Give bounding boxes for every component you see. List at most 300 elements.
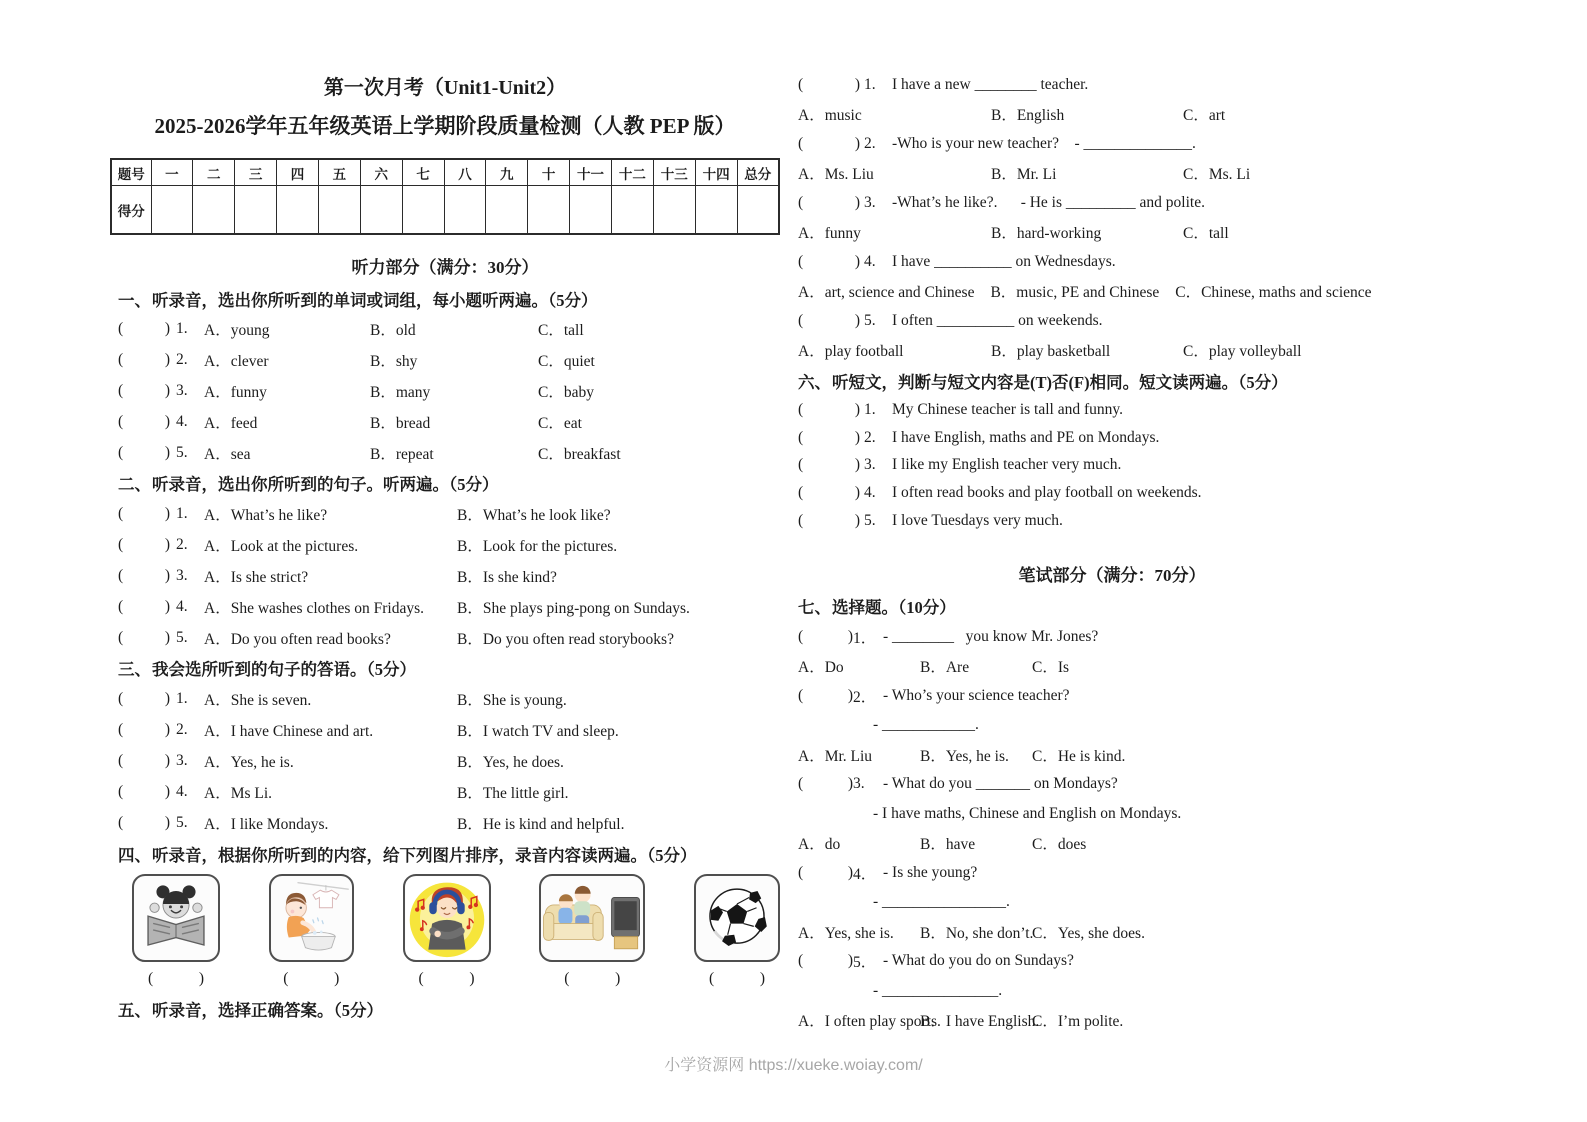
- paren-open: (: [118, 751, 124, 769]
- section-five-questions: [798, 70, 1426, 365]
- section-title: 我会选所听到的句子的答语。（5分）: [152, 660, 416, 680]
- paren-close: ): [198, 969, 204, 987]
- options-row: [798, 917, 1426, 947]
- statement-row: [798, 507, 1426, 535]
- section-six: [798, 365, 1426, 535]
- option-c: C．eat: [538, 414, 582, 432]
- answer-paren-slot: [798, 775, 853, 793]
- paren-open: (: [798, 627, 804, 645]
- paren-close: ): [164, 412, 170, 430]
- paren-open: (: [798, 193, 804, 211]
- option-a: A．music: [798, 107, 862, 125]
- section-heading: [798, 591, 1426, 622]
- option-a: A．Yes, she is.: [798, 924, 894, 942]
- section-three: [110, 653, 780, 838]
- answer-paren-slot: [798, 76, 860, 94]
- paren-close: ): [164, 721, 170, 739]
- option-a: A．What’s he like?: [204, 507, 328, 525]
- option-a: A．Do: [798, 659, 844, 677]
- answer-paren-slot: [798, 952, 853, 970]
- answer-paren-slot: [798, 456, 860, 474]
- paren-close: ): [854, 311, 860, 329]
- paren-close: ): [854, 193, 860, 211]
- answer-blank-row: [798, 799, 1426, 829]
- score-cell: [611, 186, 653, 235]
- answer-paren-slot: [118, 382, 170, 400]
- answer-paren-slot: [118, 413, 170, 431]
- score-cell: [193, 186, 235, 235]
- answer-paren-slot: [118, 567, 170, 585]
- paren-close: ): [847, 952, 853, 970]
- question-number: 4.: [864, 252, 876, 270]
- option-c: C．I’m polite.: [1032, 1013, 1124, 1031]
- picture-answer-row: [132, 964, 780, 994]
- section-number: 二、: [118, 475, 151, 495]
- answer-paren-slot: [798, 484, 860, 502]
- section-title: 听录音，选出你所听到的句子。听两遍。（5分）: [152, 475, 499, 495]
- options-row: [798, 828, 1426, 858]
- options-row: [798, 100, 1426, 130]
- paren-open: (: [798, 952, 804, 970]
- score-cell: [444, 186, 486, 235]
- picture-row: [132, 874, 780, 964]
- question-number: 1．: [853, 629, 877, 647]
- paren-close: ): [854, 484, 860, 502]
- paren-close: ): [847, 686, 853, 704]
- question-stem: - What do you do on Sundays?: [883, 952, 1074, 970]
- paren-open: (: [118, 505, 124, 523]
- question-row: [798, 622, 1426, 652]
- option-b: B．She plays ping-pong on Sundays.: [457, 599, 690, 617]
- question-stem: I often __________ on weekends.: [892, 311, 1103, 329]
- answer-blank-row: [798, 710, 1426, 740]
- paren-close: ): [164, 566, 170, 584]
- section-title: 听录音，选择正确答案。（5分）: [152, 1001, 383, 1021]
- question-number: 1.: [176, 505, 188, 523]
- paren-open: (: [283, 969, 289, 987]
- score-table-column-header: [277, 159, 319, 186]
- option-a: A．feed: [204, 414, 258, 432]
- paren-open: (: [118, 443, 124, 461]
- score-cell: [151, 186, 193, 235]
- question-stem: -What’s he like?. - He is _________ and polite.: [892, 193, 1205, 211]
- question-number: 5.: [176, 443, 188, 461]
- option-b: B．Is she kind?: [457, 568, 557, 586]
- option-b: B．Yes, he does.: [457, 753, 564, 771]
- question-number: 5.: [864, 311, 876, 329]
- question-row: [110, 530, 780, 561]
- right-column: [798, 70, 1426, 1035]
- options-row: [798, 336, 1426, 366]
- question-number: 3.: [176, 381, 188, 399]
- question-stem: I have __________ on Wednesdays.: [892, 252, 1116, 270]
- answer-paren-slot: [798, 512, 860, 530]
- paren-open: (: [118, 412, 124, 430]
- left-sections: [110, 283, 780, 1025]
- paren-open: (: [798, 484, 804, 502]
- column-label: 五: [332, 166, 347, 182]
- answer-paren-slot: [798, 253, 860, 271]
- answer-paren-slot: [118, 320, 170, 338]
- question-row: [110, 715, 780, 746]
- question-row: [798, 681, 1426, 711]
- column-label: 七: [416, 166, 430, 182]
- option-c: C．tall: [1183, 225, 1229, 243]
- statement-row: [798, 452, 1426, 480]
- section-four: [110, 838, 780, 994]
- paren-open: (: [798, 775, 804, 793]
- paren-open: (: [118, 628, 124, 646]
- answer-blank-text: - ____________.: [873, 716, 979, 734]
- option-a: A．Is she strict?: [204, 568, 309, 586]
- section-seven: [798, 591, 1426, 1035]
- picture-answer-slot: [539, 970, 645, 988]
- paren-open: (: [418, 969, 424, 987]
- score-cell: [235, 186, 277, 235]
- options-row: [798, 1005, 1426, 1035]
- option-b: B．What’s he look like?: [457, 507, 611, 525]
- score-row-label-cell: [111, 186, 151, 235]
- option-a: A．I like Mondays.: [204, 815, 329, 833]
- paren-open: (: [798, 400, 804, 418]
- exam-title: 第一次月考（Unit1-Unit2）: [323, 77, 567, 99]
- statement-text: I like my English teacher very much.: [892, 456, 1122, 474]
- options-row: [798, 218, 1426, 248]
- question-number: 5.: [176, 813, 188, 831]
- score-table-column-header: [486, 159, 528, 186]
- written-part-heading-text: 笔试部分（满分：70分）: [1018, 565, 1206, 585]
- column-label: 四: [290, 166, 305, 182]
- score-table-column-header: [235, 159, 277, 186]
- section-heading: [110, 653, 780, 684]
- paren-open: (: [118, 536, 124, 554]
- option-b: B．shy: [370, 353, 418, 371]
- boy-listening-music-image: [403, 874, 491, 962]
- answer-paren-slot: [118, 598, 170, 616]
- option-c: C．does: [1032, 836, 1087, 854]
- answer-paren-slot: [798, 194, 860, 212]
- question-number: 4.: [176, 597, 188, 615]
- question-number: 1.: [176, 320, 188, 338]
- options-row: [798, 740, 1426, 770]
- option-a: A．Yes, he is.: [204, 753, 294, 771]
- statement-row: [798, 424, 1426, 452]
- answer-paren-slot: [283, 970, 339, 988]
- answer-paren-slot: [118, 444, 170, 462]
- score-cell: [318, 186, 360, 235]
- column-label: 十二: [618, 166, 646, 182]
- option-b: B．many: [370, 383, 431, 401]
- answer-paren-slot: [709, 970, 765, 988]
- paren-close: ): [847, 863, 853, 881]
- score-table: [110, 158, 780, 235]
- column-label: 三: [248, 166, 263, 182]
- score-cell: [486, 186, 528, 235]
- question-row: [798, 188, 1426, 218]
- section-number: 六、: [798, 372, 831, 392]
- paren-close: ): [164, 505, 170, 523]
- question-row: [110, 437, 780, 468]
- option-b: B．English: [991, 107, 1065, 125]
- answer-paren-slot: [419, 970, 475, 988]
- option-a: A．clever: [204, 353, 269, 371]
- option-c: C．He is kind.: [1032, 747, 1126, 765]
- options-row: [798, 277, 1426, 307]
- column-label: 二: [207, 166, 221, 182]
- answer-paren-slot: [118, 752, 170, 770]
- option-c: C．quiet: [538, 353, 595, 371]
- score-table-column-header: [653, 159, 695, 186]
- paren-close: ): [854, 400, 860, 418]
- paren-open: (: [798, 428, 804, 446]
- section-heading: [110, 994, 780, 1025]
- option-b: B．He is kind and helpful.: [457, 815, 625, 833]
- score-cell: [360, 186, 402, 235]
- option-a: A．do: [798, 836, 841, 854]
- option-a: A．art, science and Chinese: [798, 284, 975, 302]
- column-label: 八: [458, 166, 472, 182]
- paren-close: ): [847, 775, 853, 793]
- paren-open: (: [118, 690, 124, 708]
- section-title: 听录音，选出你所听到的单词或词组，每小题听两遍。（5分）: [152, 290, 598, 310]
- paren-close: ): [164, 751, 170, 769]
- statement-text: I often read books and play football on weekends.: [892, 484, 1202, 502]
- option-a: A．I often play sports.: [798, 1013, 941, 1031]
- option-b: B．Do you often read storybooks?: [457, 630, 674, 648]
- option-a: A．She washes clothes on Fridays.: [204, 599, 424, 617]
- question-row: [110, 345, 780, 376]
- answer-paren-slot: [798, 312, 860, 330]
- paren-close: ): [164, 536, 170, 554]
- answer-paren-slot: [798, 628, 853, 646]
- paren-open: (: [118, 597, 124, 615]
- statement-row: [798, 479, 1426, 507]
- option-a: A．Do you often read books?: [204, 630, 391, 648]
- question-number: 4.: [176, 412, 188, 430]
- score-table-corner-cell: [111, 159, 151, 186]
- paren-close: ): [164, 628, 170, 646]
- paren-close: ): [854, 75, 860, 93]
- score-table-column-header: [444, 159, 486, 186]
- answer-paren-slot: [798, 429, 860, 447]
- option-b: B．have: [920, 836, 976, 854]
- boy-listening-music-drawing: [406, 877, 488, 959]
- paren-open: (: [564, 969, 570, 987]
- picture-answer-slot: [132, 970, 220, 988]
- question-number: 4．: [853, 865, 877, 883]
- section-title: 听录音，根据你所听到的内容，给下列图片排序，录音内容读两遍。（5分）: [152, 845, 697, 865]
- answer-paren-slot: [118, 536, 170, 554]
- question-row: [798, 769, 1426, 799]
- question-stem: - What do you _______ on Mondays?: [883, 775, 1118, 793]
- option-a: A．play football: [798, 343, 904, 361]
- question-number: 1.: [864, 75, 876, 93]
- paren-open: (: [118, 381, 124, 399]
- option-b: B．I have English.: [920, 1013, 1040, 1031]
- option-a: A．Ms. Liu: [798, 166, 874, 184]
- column-label: 十三: [660, 166, 688, 182]
- statement-number: 3.: [864, 456, 876, 474]
- option-a: A．Ms Li.: [204, 784, 273, 802]
- answer-paren-slot: [118, 783, 170, 801]
- section-number: 三、: [118, 660, 151, 680]
- statement-number: 5.: [864, 512, 876, 530]
- question-row: [798, 946, 1426, 976]
- question-stem: - ________ you know Mr. Jones?: [883, 627, 1099, 645]
- question-row: [110, 684, 780, 715]
- question-number: 2.: [864, 134, 876, 152]
- answer-paren-slot: [118, 814, 170, 832]
- children-watching-tv-drawing: [542, 877, 642, 959]
- paren-open: (: [798, 75, 804, 93]
- option-c: C．play volleyball: [1183, 343, 1302, 361]
- option-b: B．music, PE and Chinese: [990, 284, 1160, 302]
- section-one: [110, 283, 780, 468]
- answer-paren-slot: [118, 721, 170, 739]
- option-b: B．She is young.: [457, 692, 567, 710]
- question-row: [110, 561, 780, 592]
- picture-answer-slot: [694, 970, 780, 988]
- option-c: C．Is: [1032, 659, 1070, 677]
- option-a: A．young: [204, 322, 270, 340]
- paren-open: (: [709, 969, 715, 987]
- question-row: [110, 776, 780, 807]
- option-b: B．repeat: [370, 445, 434, 463]
- score-table-column-header: [737, 159, 779, 186]
- option-c: C．Ms. Li: [1183, 166, 1251, 184]
- score-table-column-header: [611, 159, 653, 186]
- paren-close: ): [164, 597, 170, 615]
- option-b: B．old: [370, 322, 416, 340]
- section-five: [110, 994, 780, 1025]
- question-number: 3.: [176, 566, 188, 584]
- paren-close: ): [759, 969, 765, 987]
- paren-close: ): [854, 456, 860, 474]
- section-title: 选择题。（10分）: [832, 598, 956, 618]
- soccer-ball-drawing: [696, 877, 778, 959]
- answer-paren-slot: [118, 505, 170, 523]
- question-row: [110, 591, 780, 622]
- statement-number: 4.: [864, 484, 876, 502]
- paren-close: ): [854, 252, 860, 270]
- section-heading: [110, 838, 780, 870]
- question-row: [110, 314, 780, 345]
- statement-row: [798, 396, 1426, 424]
- listening-part-heading: 听力部分（满分：30分）: [351, 258, 539, 277]
- option-b: B．No, she don’t.: [920, 924, 1034, 942]
- statement-text: I have English, maths and PE on Mondays.: [892, 428, 1160, 446]
- question-number: 2．: [853, 688, 877, 706]
- paren-close: ): [164, 381, 170, 399]
- section-number: 五、: [118, 1001, 151, 1021]
- paren-close: ): [164, 320, 170, 338]
- score-cell: [402, 186, 444, 235]
- child-washing-clothes-drawing: [272, 877, 351, 959]
- question-stem: - Who’s your science teacher?: [883, 686, 1070, 704]
- paren-close: ): [854, 512, 860, 530]
- option-a: A．sea: [204, 445, 251, 463]
- option-b: B．play basketball: [991, 343, 1111, 361]
- paren-close: ): [854, 428, 860, 446]
- options-row: [798, 159, 1426, 189]
- answer-blank-row: [798, 976, 1426, 1006]
- statement-number: 1.: [864, 400, 876, 418]
- option-a: A．funny: [798, 225, 861, 243]
- score-table-column-header: [528, 159, 570, 186]
- section-heading: [110, 283, 780, 314]
- soccer-ball-image: [694, 874, 780, 962]
- footer-watermark: 小学资源网 https://xueke.woiay.com/: [664, 1057, 923, 1074]
- option-b: B．Yes, he is.: [920, 747, 1009, 765]
- option-c: C．Yes, she does.: [1032, 924, 1145, 942]
- score-table-column-header: [360, 159, 402, 186]
- child-washing-clothes-image: [269, 874, 354, 962]
- option-b: B．Are: [920, 659, 970, 677]
- paren-open: (: [798, 686, 804, 704]
- question-row: [110, 376, 780, 407]
- question-row: [110, 406, 780, 437]
- option-b: B．I watch TV and sleep.: [457, 723, 619, 741]
- answer-paren-slot: [798, 401, 860, 419]
- score-table-header-row: [111, 159, 779, 186]
- exam-subtitle: 2025-2026学年五年级英语上学期阶段质量检测（人教 PEP 版）: [154, 114, 736, 138]
- column-label: 一: [165, 166, 179, 182]
- paren-close: ): [469, 969, 475, 987]
- section-number: 四、: [118, 845, 151, 865]
- section-two: [110, 468, 780, 653]
- option-c: C．art: [1183, 107, 1226, 125]
- girl-reading-book-image: [132, 874, 220, 962]
- statement-text: My Chinese teacher is tall and funny.: [892, 400, 1124, 418]
- paren-open: (: [798, 252, 804, 270]
- section-number: 一、: [118, 290, 151, 310]
- paren-open: (: [118, 721, 124, 739]
- paren-open: (: [148, 969, 154, 987]
- paren-close: ): [615, 969, 621, 987]
- option-b: B．The little girl.: [457, 784, 569, 802]
- question-row: [798, 306, 1426, 336]
- section-number: 七、: [798, 598, 831, 618]
- answer-paren-slot: [798, 687, 853, 705]
- girl-reading-book-drawing: [135, 877, 217, 959]
- question-number: 3.: [853, 775, 865, 793]
- paren-open: (: [798, 863, 804, 881]
- section-heading: [110, 468, 780, 499]
- options-row: [798, 651, 1426, 681]
- score-cell: [277, 186, 319, 235]
- column-label: 总分: [744, 166, 772, 182]
- option-c: C．Chinese, maths and science: [1175, 284, 1372, 302]
- paren-open: (: [798, 134, 804, 152]
- question-row: [110, 499, 780, 530]
- option-a: A．Look at the pictures.: [204, 538, 359, 556]
- score-table-column-header: [151, 159, 193, 186]
- answer-blank-text: - I have maths, Chinese and English on Mondays.: [873, 804, 1182, 822]
- option-c: C．tall: [538, 322, 584, 340]
- answer-blank-text: - _______________.: [873, 981, 1003, 999]
- question-stem: -Who is your new teacher? - ______________.: [892, 134, 1196, 152]
- paren-open: (: [118, 320, 124, 338]
- option-a: A．Mr. Liu: [798, 747, 873, 765]
- score-cell: [570, 186, 612, 235]
- section-heading: [798, 365, 1426, 396]
- option-b: B．Mr. Li: [991, 166, 1057, 184]
- question-number: 5．: [853, 954, 877, 972]
- score-table-column-header: [318, 159, 360, 186]
- answer-blank-row: [798, 887, 1426, 917]
- question-number: 2.: [176, 351, 188, 369]
- picture-answer-slot: [403, 970, 491, 988]
